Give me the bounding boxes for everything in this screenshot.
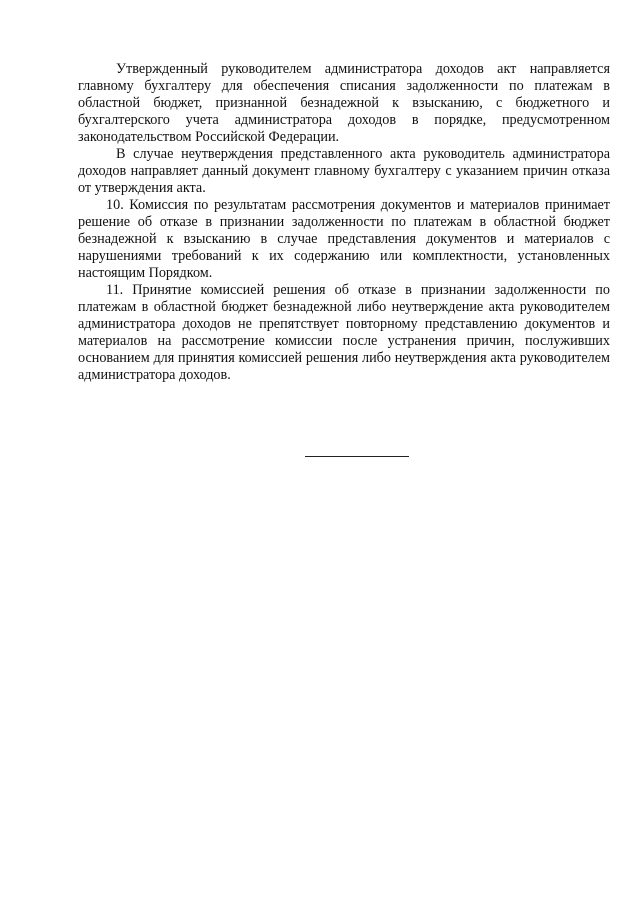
document-body [78, 61, 610, 384]
paragraph-text: Комиссия по результатам рассмотрения документов и материалов принимает решение об отказе в признании задолженности по платежам в областной бюджет безнадежной к взысканию в случае представления документов и материалов с нарушениями требований к их содержанию или комплектности, установленных настоящим Порядком. [78, 197, 610, 281]
paragraph-text: Принятие комиссией решения об отказе в признании задолженности по платежам в областной бюджет безнадежной либо неутверждение акта руководителем администратора доходов не препятствует повторному представлению документов и материалов на рассмотрение комиссии после устранения причин, послуживших основанием для принятия комиссией решения либо неутверждения акта руководителем администратора доходов. [78, 282, 610, 383]
paragraph-non-approval [78, 146, 610, 197]
paragraph-number: 10. [106, 197, 124, 213]
paragraph-item-11 [78, 282, 610, 384]
paragraph-item-10 [78, 197, 610, 282]
paragraph-number: 11. [106, 282, 124, 298]
paragraph-text: Утвержденный руководителем администратора доходов акт направляется главному бухгалтеру для обеспечения списания задолженности по платежам в областной бюджет, признанной безнадежной к взысканию, с бюджетного и бухгалтерского учета администратора доходов в порядке, предусмотренном законодательством Российской Федерации. [78, 61, 610, 145]
paragraph-text: В случае неутверждения представленного акта руководитель администратора доходов направляет данный документ главному бухгалтеру с указанием причин отказа от утверждения акта. [78, 146, 610, 196]
paragraph-act-approval [78, 61, 610, 146]
end-separator-line [305, 456, 409, 457]
